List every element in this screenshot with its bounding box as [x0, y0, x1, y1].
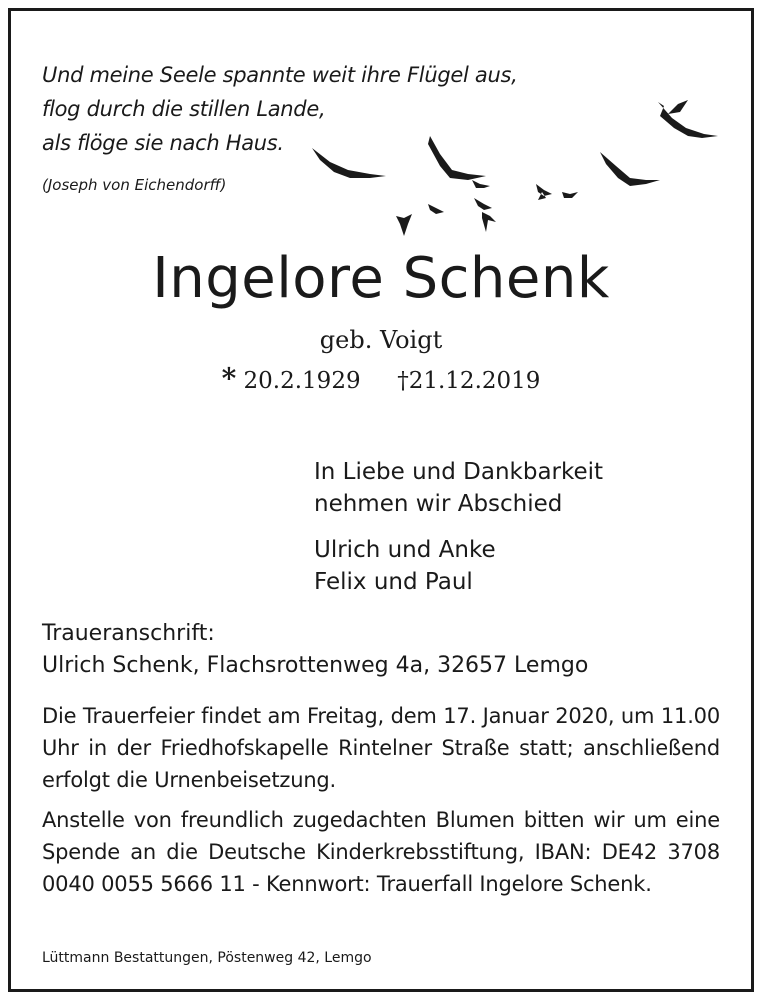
- bird-icon: [562, 192, 578, 198]
- mourner-name: Ulrich und Anke: [314, 537, 496, 563]
- bird-icon: [428, 204, 444, 214]
- birth-symbol: *: [221, 362, 237, 395]
- bird-icon: [658, 100, 718, 138]
- address-value: Ulrich Schenk, Flachsrottenweg 4a, 32657 Lemgo: [42, 653, 589, 678]
- deceased-name: Ingelore Schenk: [152, 246, 610, 311]
- mourner-name: Felix und Paul: [314, 569, 473, 595]
- birth-name: geb. Voigt: [319, 326, 443, 354]
- donation-text: Anstelle von freundlich zugedachten Blumen bitten wir um eine Spende an die Deutsche Kinderkrebsstiftung, IBAN: DE42 3708 0040 0055 5666 11 - Kennwort: Trauerfall Ingelore Schenk.: [42, 808, 720, 896]
- death-symbol: †: [397, 368, 409, 394]
- birth-date: 20.2.1929: [243, 368, 361, 394]
- farewell-line-1: In Liebe und Dankbarkeit: [314, 459, 604, 485]
- mourning-address: [42, 618, 588, 682]
- bird-icon: [472, 180, 490, 188]
- poem-line-2: flog durch die stillen Lande,: [42, 97, 326, 121]
- bird-icon: [536, 184, 552, 200]
- bird-icon: [482, 212, 496, 232]
- address-label: Traueranschrift:: [42, 621, 215, 646]
- ceremony-text: Die Trauerfeier findet am Freitag, dem 17. Januar 2020, um 11.00 Uhr in der Friedhofskapelle Rintelner Straße statt; anschließend erfolgt die Urnenbeisetzung.: [42, 704, 720, 792]
- flying-birds-icon: [300, 100, 730, 240]
- farewell-line-2: nehmen wir Abschied: [314, 491, 563, 517]
- bird-icon: [396, 214, 412, 236]
- death-date: 21.12.2019: [408, 368, 541, 394]
- poem-line-1: Und meine Seele spannte weit ihre Flügel aus,: [42, 63, 518, 87]
- undertaker-footer: Lüttmann Bestattungen, Pöstenweg 42, Lemgo: [42, 950, 372, 966]
- mourners: [314, 456, 603, 598]
- poem-author: (Joseph von Eichendorff): [42, 176, 227, 194]
- poem-line-3: als flöge sie nach Haus.: [42, 131, 284, 155]
- bird-icon: [600, 152, 660, 186]
- bird-icon: [312, 148, 386, 178]
- bird-icon: [428, 136, 486, 180]
- life-dates: [0, 362, 762, 395]
- bird-icon: [474, 198, 492, 210]
